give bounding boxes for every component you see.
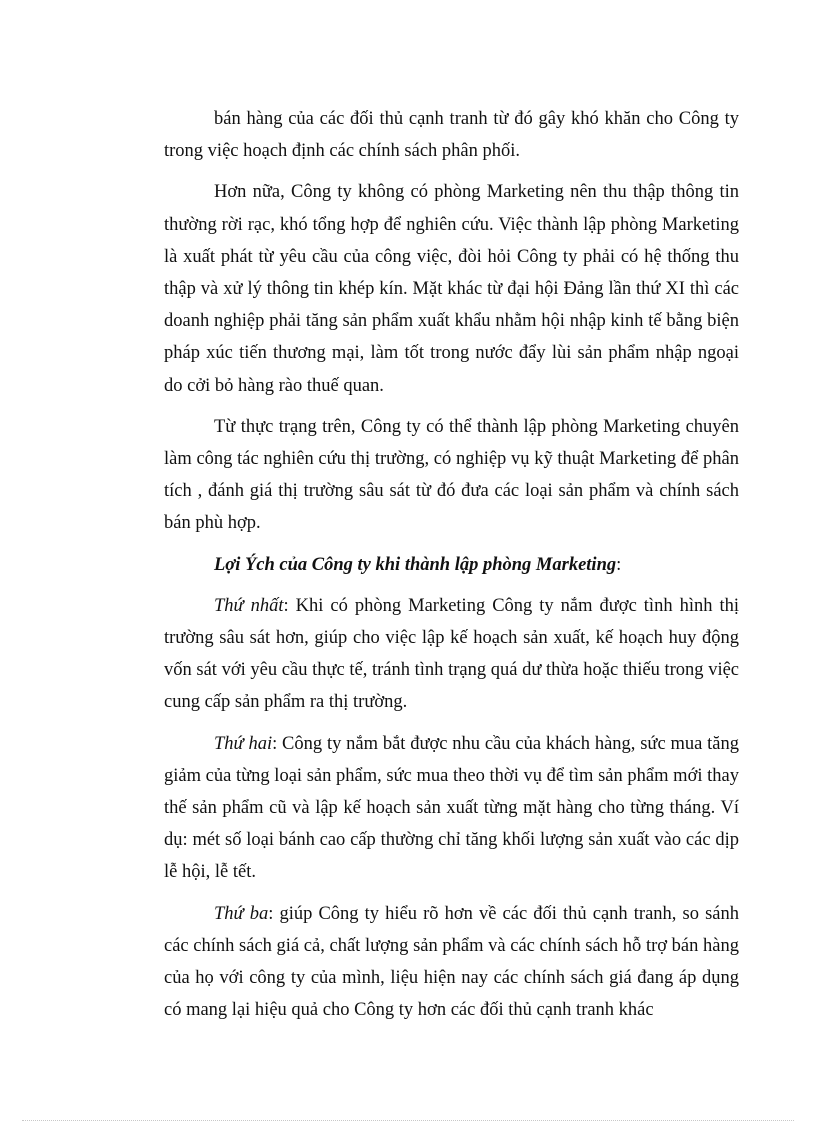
heading-text: Lợi Ých của Công ty khi thành lập phòng Marketing <box>214 554 617 575</box>
page-bottom-divider <box>22 1120 794 1121</box>
heading-colon: : <box>616 554 622 575</box>
paragraph-lead: Thứ ba <box>214 903 269 924</box>
paragraph <box>164 176 739 401</box>
section-heading <box>164 549 739 581</box>
paragraph <box>164 898 739 1027</box>
paragraph <box>164 590 739 719</box>
paragraph-text: : Công ty nắm bắt được nhu cầu của khách hàng, sức mua tăng giảm của từng loại sản phẩm, sức mua theo thời vụ để tìm sản phẩm mới thay thế sản phẩm cũ và lập kế hoạch sản xuất từng mặt hàng cho từng tháng. Ví dụ: mét số loại bánh cao cấp thường chỉ tăng khối lượng sản xuất vào các dịp lễ hội, lễ tết. <box>164 733 739 883</box>
document-body <box>164 103 739 1035</box>
paragraph-text: Hơn nữa, Công ty không có phòng Marketing nên thu thập thông tin thường rời rạc, khó tổng hợp để nghiên cứu. Việc thành lập phòng Marketing là xuất phát từ yêu cầu của công việc, đòi hỏi Công ty phải có hệ thống thu thập và xử lý thông tin khép kín. Mặt khác từ đại hội Đảng lần thứ XI thì các doanh nghiệp phải tăng sản phẩm xuất khẩu nhằm hội nhập kinh tế bằng biện pháp xúc tiến thương mại, làm tốt trong nước đẩy lùi sản phẩm nhập ngoại do cởi bỏ hàng rào thuế quan. <box>164 182 739 396</box>
paragraph <box>164 728 739 889</box>
paragraph-lead: Thứ hai <box>214 733 273 754</box>
paragraph-text: bán hàng của các đối thủ cạnh tranh từ đó gây khó khăn cho Công ty trong việc hoạch định các chính sách phân phối. <box>164 109 739 162</box>
paragraph <box>164 411 739 540</box>
paragraph <box>164 103 739 167</box>
paragraph-text: : giúp Công ty hiểu rõ hơn về các đối thủ cạnh tranh, so sánh các chính sách giá cả, chất lượng sản phẩm và các chính sách hỗ trợ bán hàng của họ với công ty của mình, liệu hiện nay các chính sách giá đang áp dụng có mang lại hiệu quả cho Công ty hơn các đối thủ cạnh tranh khác <box>164 903 739 1021</box>
paragraph-text: : Khi có phòng Marketing Công ty nắm được tình hình thị trường sâu sát hơn, giúp cho việc lập kế hoạch sản xuất, kế hoạch huy động vốn sát với yêu cầu thực tế, tránh tình trạng quá dư thừa hoặc thiếu trong việc cung cấp sản phẩm ra thị trường. <box>164 595 739 713</box>
paragraph-lead: Thứ nhất <box>214 595 284 616</box>
paragraph-text: Từ thực trạng trên, Công ty có thể thành lập phòng Marketing chuyên làm công tác nghiên cứu thị trường, có nghiệp vụ kỹ thuật Marketing để phân tích , đánh giá thị trường sâu sát từ đó đưa các loại sản phẩm và chính sách bán phù hợp. <box>164 416 739 534</box>
